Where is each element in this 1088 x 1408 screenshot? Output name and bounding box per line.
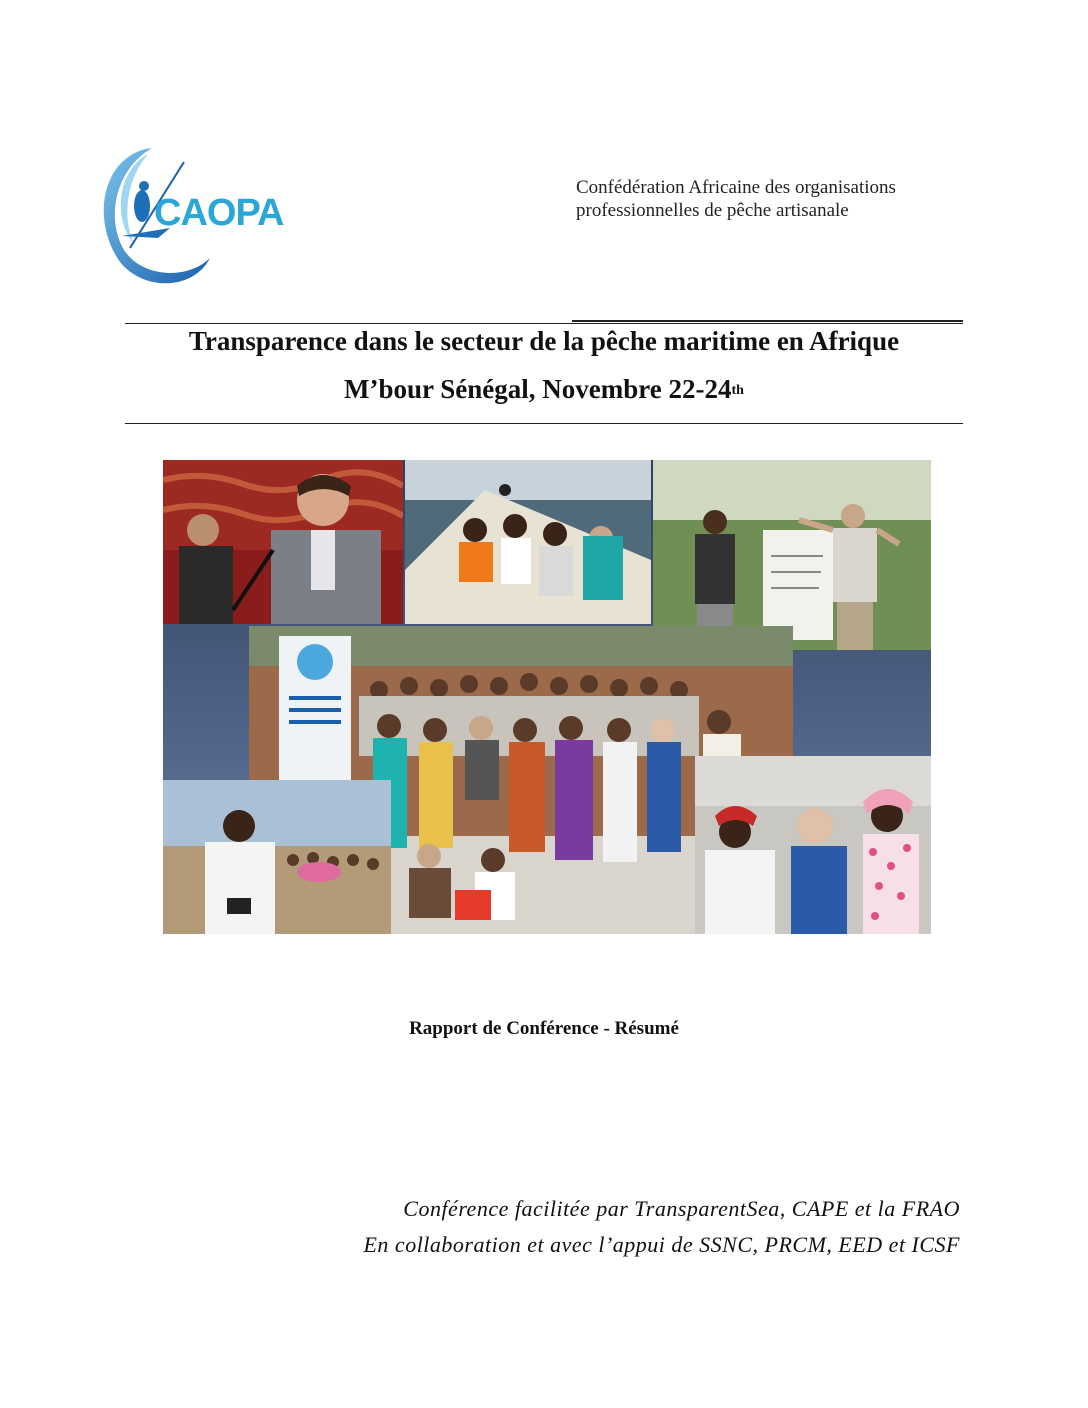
org-line-1: Confédération Africaine des organisations [576, 177, 896, 198]
outdoor-workshop-image [653, 460, 931, 650]
women-group-image [695, 756, 931, 934]
beach-image [163, 780, 391, 934]
title-top-rule [125, 323, 963, 324]
subtitle-superscript: th [731, 383, 744, 398]
organization-name [576, 176, 996, 222]
subtitle-text: M’bour Sénégal, Novembre 22-24 [344, 374, 732, 404]
header-rule [572, 320, 963, 322]
beach-photo [163, 780, 391, 934]
photo-collage [163, 460, 931, 934]
credit-line-2: En collaboration et avec l’appui de SSNC, PRCM, EED et ICSF [363, 1232, 960, 1257]
title-bottom-rule [125, 423, 963, 424]
org-line-2: professionnelles de pêche artisanale [576, 200, 849, 221]
credit-line-1: Conférence facilitée par TransparentSea, CAPE et la FRAO [403, 1196, 960, 1221]
report-label: Rapport de Conférence - Résumé [409, 1018, 679, 1039]
outdoor-workshop-photo [653, 460, 931, 650]
document-subtitle [125, 374, 963, 410]
document-title: Transparence dans le secteur de la pêche maritime en Afrique [188, 326, 900, 356]
women-group-photo [695, 756, 931, 934]
logo-text: CAOPA [154, 192, 284, 234]
conference-panel-image [163, 460, 403, 624]
boat-image [405, 460, 651, 624]
conference-panel-photo [163, 460, 403, 624]
boat-photo [405, 460, 651, 624]
caopa-logo [92, 140, 292, 292]
